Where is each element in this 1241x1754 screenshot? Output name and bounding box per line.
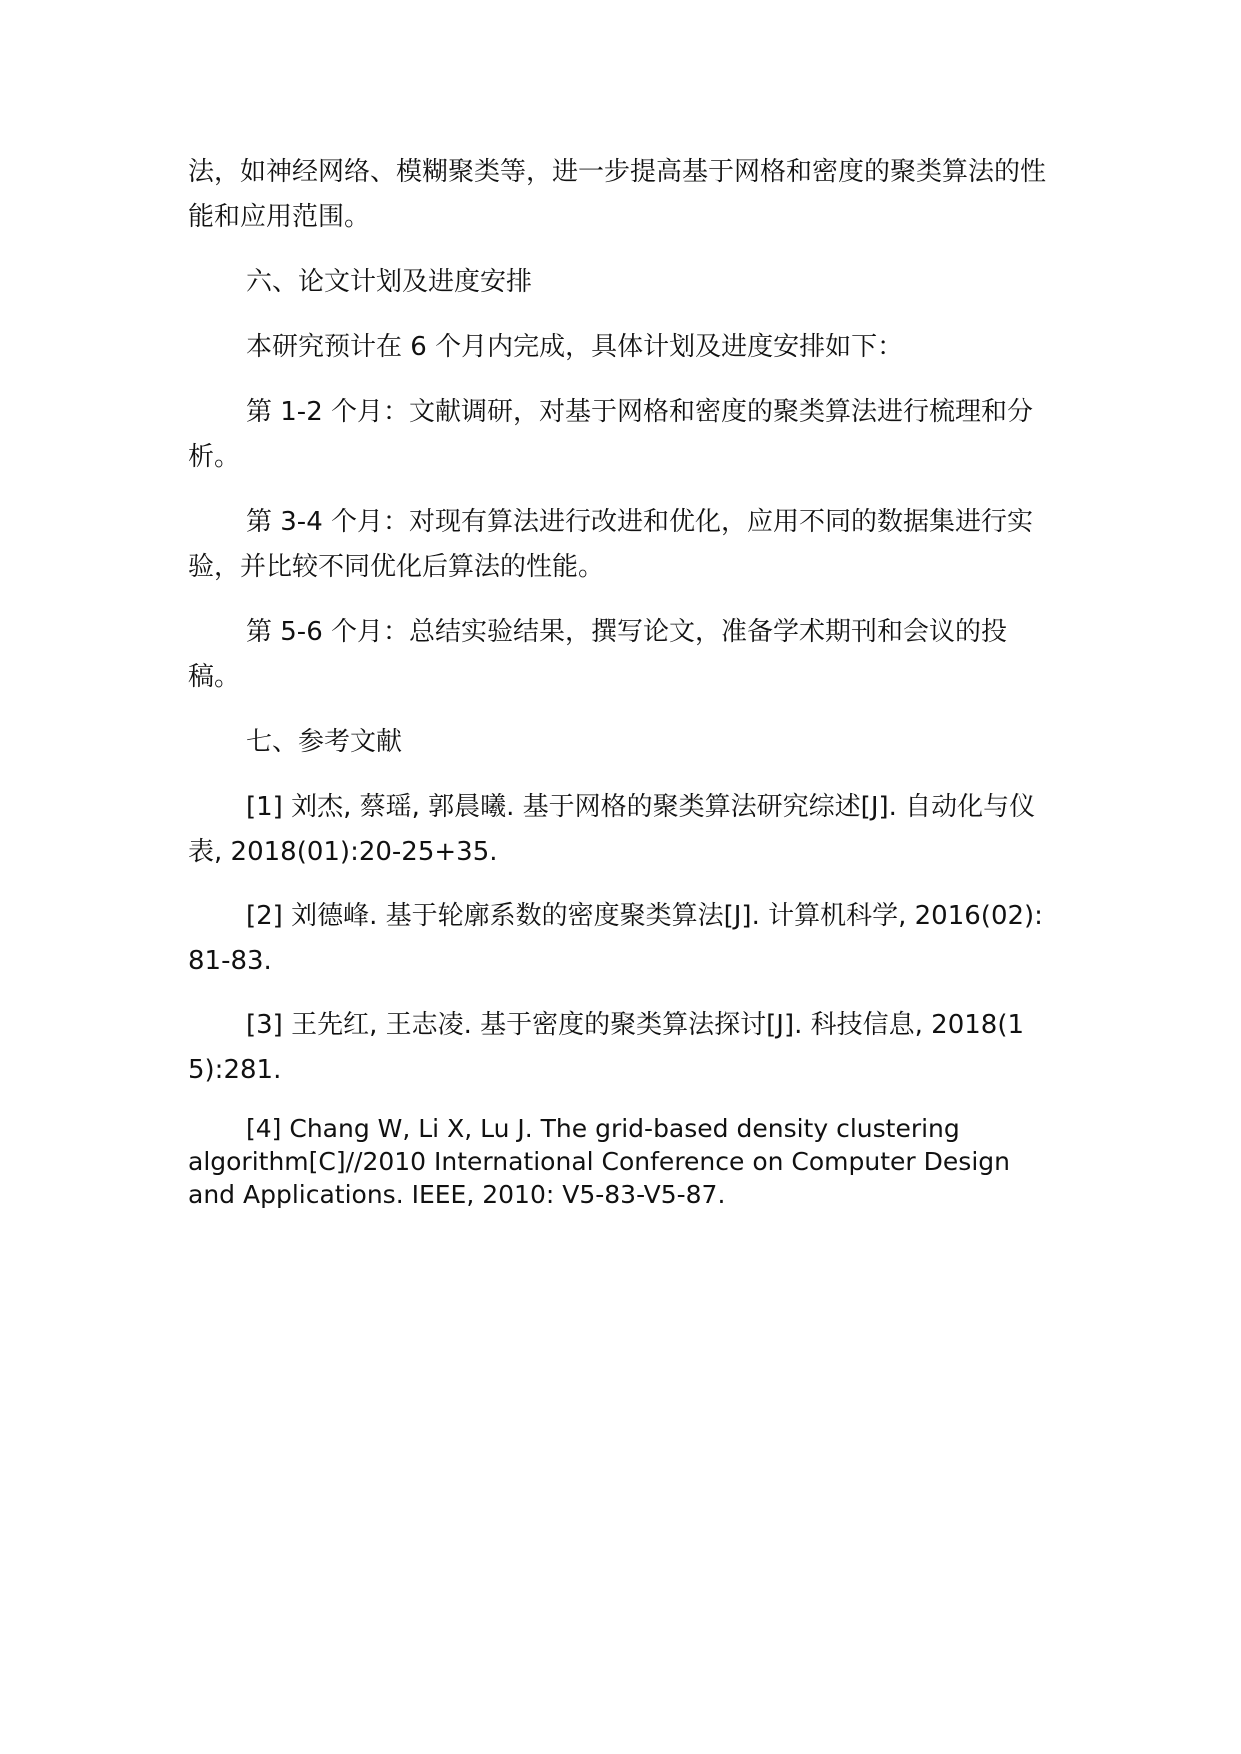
plan-intro-paragraph: 本研究预计在 6 个月内完成，具体计划及进度安排如下：: [246, 332, 904, 362]
reference-item: [2] 刘德峰. 基于轮廓系数的密度聚类算法[J]. 计算机科学, 2016(02):81-83.: [188, 901, 1043, 976]
plan-item-1: 第 1-2 个月：文献调研，对基于网格和密度的聚类算法进行梳理和分析。: [188, 397, 1033, 472]
continuation-paragraph: 法，如神经网络、模糊聚类等，进一步提高基于网格和密度的聚类算法的性能和应用范围。: [188, 157, 1047, 232]
section-heading-plan: 六、论文计划及进度安排: [246, 267, 533, 297]
reference-item: [3] 王先红, 王志凌. 基于密度的聚类算法探讨[J]. 科技信息, 2018(15):281.: [188, 1010, 1025, 1085]
section-heading-references: 七、参考文献: [246, 727, 403, 757]
reference-item: [4] Chang W, Li X, Lu J. The grid-based density clustering algorithm[C]//2010 International Conference on Computer Design and Applications. IEEE, 2010: V5-83-V5-87.: [188, 1114, 1010, 1209]
plan-item-3: 第 5-6 个月：总结实验结果，撰写论文，准备学术期刊和会议的投稿。: [188, 617, 1007, 692]
plan-item-2: 第 3-4 个月：对现有算法进行改进和优化，应用不同的数据集进行实验，并比较不同优化后算法的性能。: [188, 507, 1033, 582]
reference-item: [1] 刘杰, 蔡瑶, 郭晨曦. 基于网格的聚类算法研究综述[J]. 自动化与仪表, 2018(01):20-25+35.: [188, 792, 1036, 867]
document-body: [188, 150, 1048, 1211]
